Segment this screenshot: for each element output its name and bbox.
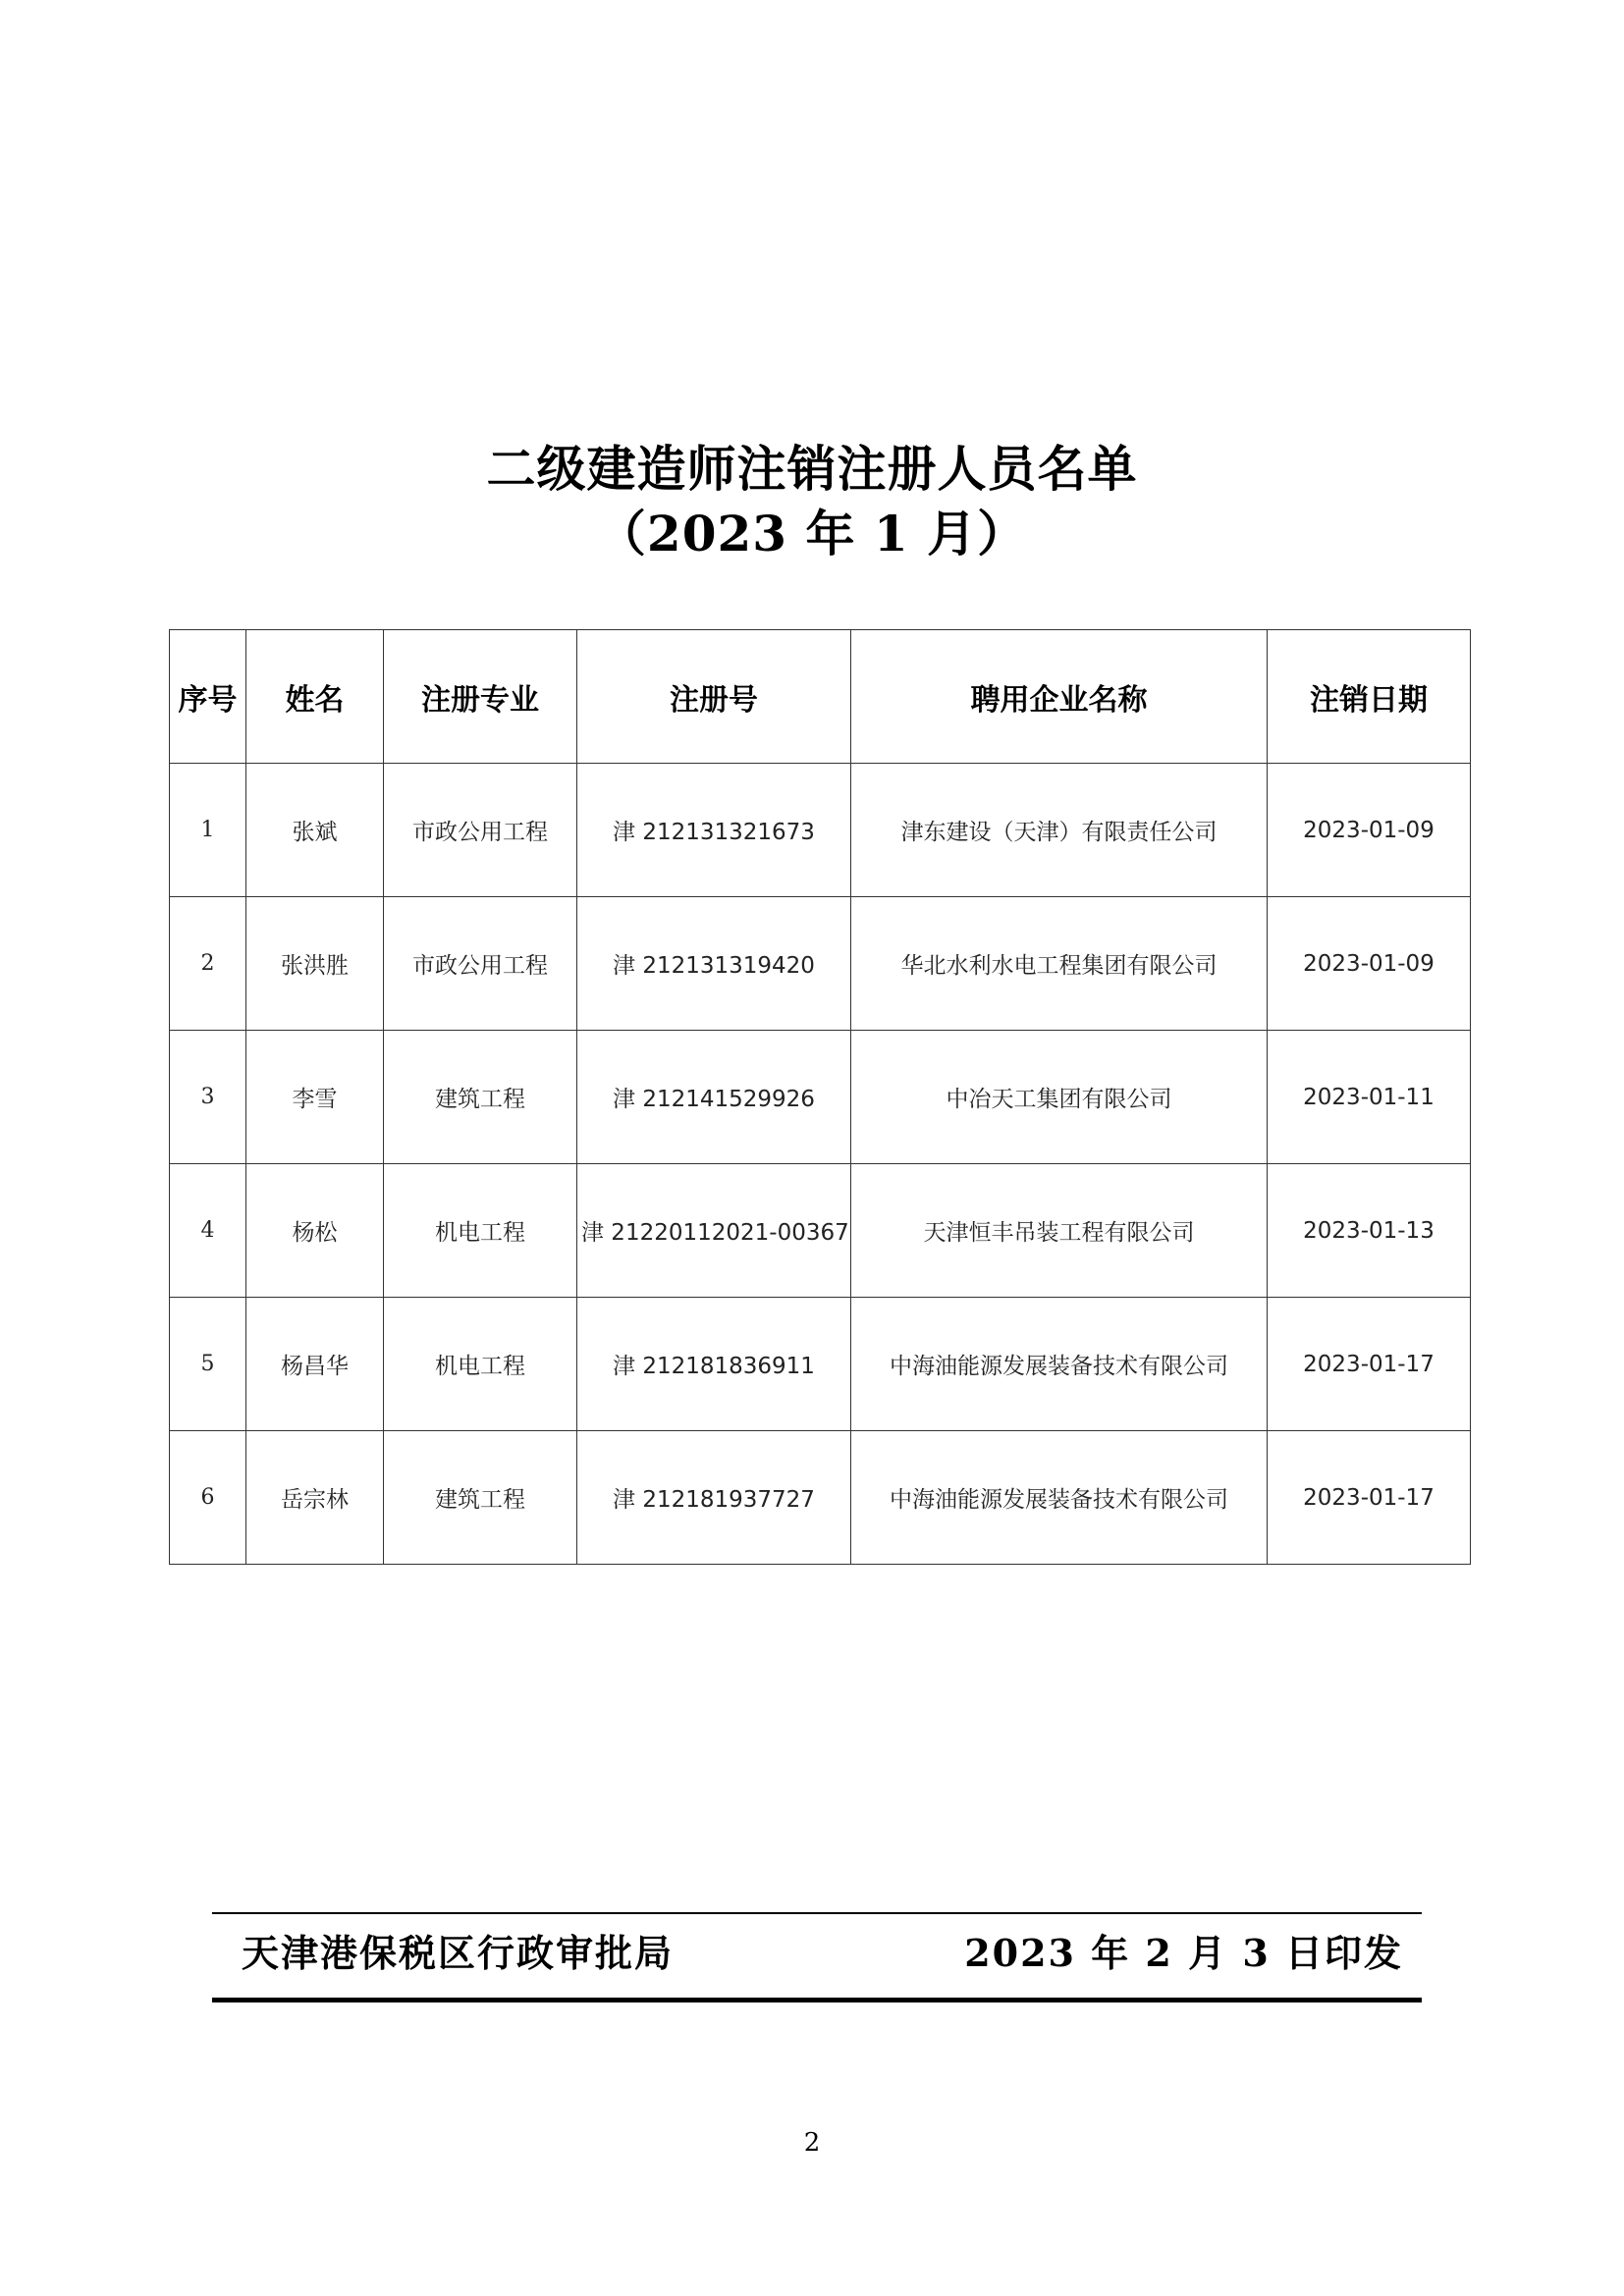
cell-name: 杨松 [246, 1164, 384, 1298]
header-name: 姓名 [246, 630, 384, 764]
cell-specialty: 建筑工程 [384, 1031, 577, 1164]
cell-index: 5 [170, 1298, 246, 1431]
table-row [170, 1031, 1471, 1164]
cell-specialty: 机电工程 [384, 1298, 577, 1431]
document-title: 二级建造师注销注册人员名单 [486, 440, 1138, 498]
footer-bottom-rule [212, 1998, 1422, 2002]
cell-registration-number: 津 212131321673 [577, 764, 851, 897]
cell-specialty: 建筑工程 [384, 1431, 577, 1565]
table-row [170, 1164, 1471, 1298]
cell-specialty: 机电工程 [384, 1164, 577, 1298]
cell-registration-number: 津 212131319420 [577, 897, 851, 1031]
cell-registration-number: 津 21220112021-00367 [577, 1164, 851, 1298]
cell-index: 2 [170, 897, 246, 1031]
table-row [170, 764, 1471, 897]
cell-cancel-date: 2023-01-17 [1268, 1298, 1471, 1431]
header-cancel-date: 注销日期 [1268, 630, 1471, 764]
header-employer: 聘用企业名称 [851, 630, 1268, 764]
table-row [170, 897, 1471, 1031]
cell-cancel-date: 2023-01-11 [1268, 1031, 1471, 1164]
deregistration-table [169, 629, 1471, 1565]
cell-name: 张洪胜 [246, 897, 384, 1031]
cell-cancel-date: 2023-01-17 [1268, 1431, 1471, 1565]
cell-cancel-date: 2023-01-09 [1268, 897, 1471, 1031]
cell-employer: 中海油能源发展装备技术有限公司 [851, 1431, 1268, 1565]
footer-issuer: 天津港保税区行政审批局 [242, 1931, 675, 1975]
cell-name: 岳宗林 [246, 1431, 384, 1565]
table-row [170, 1431, 1471, 1565]
cell-registration-number: 津 212181937727 [577, 1431, 851, 1565]
cell-registration-number: 津 212181836911 [577, 1298, 851, 1431]
table-header-row [170, 630, 1471, 764]
cell-index: 1 [170, 764, 246, 897]
cell-index: 4 [170, 1164, 246, 1298]
cell-name: 李雪 [246, 1031, 384, 1164]
document-subtitle: （2023 年 1 月） [596, 505, 1028, 562]
cell-index: 3 [170, 1031, 246, 1164]
header-index: 序号 [170, 630, 246, 764]
cell-employer: 中海油能源发展装备技术有限公司 [851, 1298, 1268, 1431]
cell-index: 6 [170, 1431, 246, 1565]
footer-top-rule [212, 1912, 1422, 1914]
cell-employer: 中冶天工集团有限公司 [851, 1031, 1268, 1164]
header-registration-number: 注册号 [577, 630, 851, 764]
cell-registration-number: 津 212141529926 [577, 1031, 851, 1164]
cell-employer: 天津恒丰吊装工程有限公司 [851, 1164, 1268, 1298]
cell-name: 杨昌华 [246, 1298, 384, 1431]
cell-specialty: 市政公用工程 [384, 897, 577, 1031]
table-row [170, 1298, 1471, 1431]
page-number: 2 [803, 2128, 821, 2158]
footer-issue-date: 2023 年 2 月 3 日印发 [964, 1931, 1403, 1975]
cell-cancel-date: 2023-01-09 [1268, 764, 1471, 897]
cell-specialty: 市政公用工程 [384, 764, 577, 897]
header-specialty: 注册专业 [384, 630, 577, 764]
cell-employer: 津东建设（天津）有限责任公司 [851, 764, 1268, 897]
cell-cancel-date: 2023-01-13 [1268, 1164, 1471, 1298]
cell-employer: 华北水利水电工程集团有限公司 [851, 897, 1268, 1031]
cell-name: 张斌 [246, 764, 384, 897]
